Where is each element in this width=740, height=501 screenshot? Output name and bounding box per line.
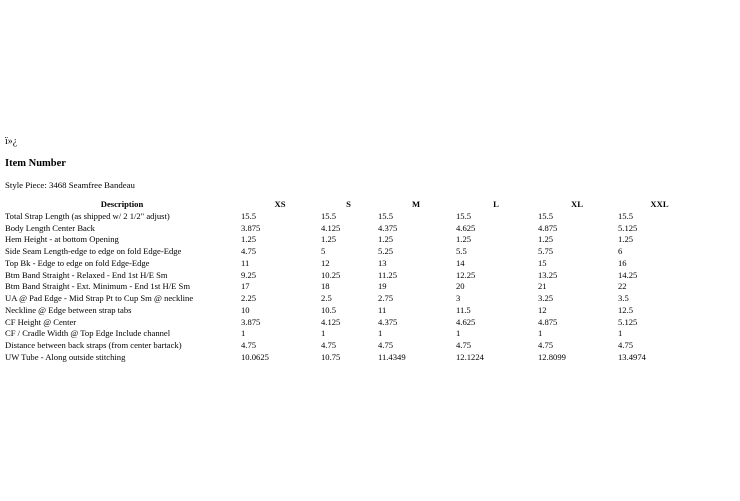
size-value-cell: 1.25	[618, 234, 634, 245]
size-value-cell: 1	[241, 328, 246, 339]
size-value-cell: 11.4349	[378, 351, 406, 362]
row-description-cell: UA @ Pad Edge - Mid Strap Pt to Cup Sm @ neckline	[5, 293, 194, 303]
table-body	[4, 211, 702, 364]
size-value-cell: 9.25	[241, 269, 257, 280]
size-value-cell: 4.125	[321, 222, 341, 233]
size-value-cell: 11	[378, 304, 387, 315]
size-value-cell: 1.25	[538, 234, 554, 245]
table-row	[4, 211, 702, 223]
size-value-cell: 1	[538, 328, 543, 339]
size-value-cell: 1	[618, 328, 623, 339]
size-value-cell: 14	[456, 257, 465, 268]
size-value-cell: 6	[618, 246, 623, 256]
size-value-cell: 15.5	[378, 210, 394, 221]
size-value-cell: 21	[538, 281, 547, 292]
size-value-cell: 10.0625	[241, 351, 269, 362]
size-value-cell: 5	[321, 246, 326, 256]
size-value-cell: 5.25	[378, 246, 394, 256]
size-value-cell: 22	[618, 281, 627, 292]
size-value-cell: 1.25	[241, 234, 257, 245]
size-value-cell: 14.25	[618, 269, 638, 280]
size-value-cell: 1.25	[378, 234, 394, 245]
table-row	[4, 352, 702, 364]
size-value-cell: 2.75	[378, 293, 394, 303]
row-description-cell: Btm Band Straight - Relaxed - End 1st H/E Sm	[5, 269, 168, 280]
size-value-cell: 15.5	[538, 210, 554, 221]
size-value-cell: 15.5	[618, 210, 634, 221]
column-header-xl: XL	[571, 199, 583, 209]
column-header-l: L	[493, 199, 499, 209]
column-header-xs: XS	[274, 199, 286, 209]
size-value-cell: 15.5	[456, 210, 472, 221]
size-value-cell: 11	[241, 257, 250, 268]
size-value-cell: 3	[456, 293, 461, 303]
size-value-cell: 15.5	[241, 210, 257, 221]
column-header-xxl: XXL	[650, 199, 669, 209]
style-piece-label: Style Piece: 3468 Seamfree Bandeau	[5, 180, 135, 190]
column-header-m: M	[411, 199, 421, 209]
size-value-cell: 12.8099	[538, 351, 566, 362]
table-row	[4, 258, 702, 270]
size-value-cell: 4.375	[378, 316, 398, 327]
row-description-cell: Total Strap Length (as shipped w/ 2 1/2" adjust)	[5, 210, 170, 221]
size-value-cell: 17	[241, 281, 250, 292]
size-value-cell: 19	[378, 281, 387, 292]
row-description-cell: Top Bk - Edge to edge on fold Edge-Edge	[5, 257, 150, 268]
size-value-cell: 1.25	[456, 234, 472, 245]
size-value-cell: 4.375	[378, 222, 398, 233]
table-row	[4, 270, 702, 282]
size-value-cell: 5.125	[618, 222, 638, 233]
table-row	[4, 281, 702, 293]
size-value-cell: 3.5	[618, 293, 629, 303]
table-row	[4, 234, 702, 246]
size-value-cell: 18	[321, 281, 330, 292]
size-value-cell: 4.75	[321, 340, 337, 350]
size-value-cell: 4.75	[241, 246, 257, 256]
table-row	[4, 328, 702, 340]
size-value-cell: 4.625	[456, 316, 476, 327]
row-description-cell: UW Tube - Along outside stitching	[5, 351, 126, 362]
size-value-cell: 13	[378, 257, 387, 268]
size-value-cell: 4.75	[241, 340, 257, 350]
row-description-cell: Neckline @ Edge between strap tabs	[5, 304, 132, 315]
size-value-cell: 10	[241, 304, 250, 315]
row-description-cell: CF Height @ Center	[5, 316, 77, 327]
size-value-cell: 4.125	[321, 316, 341, 327]
size-value-cell: 1.25	[321, 234, 337, 245]
row-description-cell: Side Seam Length-edge to edge on fold Edge-Edge	[5, 246, 182, 256]
size-value-cell: 10.75	[321, 351, 341, 362]
size-value-cell: 11.5	[456, 304, 471, 315]
size-value-cell: 2.25	[241, 293, 257, 303]
table-row	[4, 340, 702, 352]
row-description-cell: Hem Height - at bottom Opening	[5, 234, 119, 245]
size-value-cell: 4.75	[618, 340, 634, 350]
size-value-cell: 5.75	[538, 246, 554, 256]
size-value-cell: 10.5	[321, 304, 337, 315]
size-value-cell: 12	[321, 257, 330, 268]
size-value-cell: 1	[321, 328, 326, 339]
size-value-cell: 4.875	[538, 222, 558, 233]
size-value-cell: 13.25	[538, 269, 558, 280]
size-value-cell: 16	[618, 257, 627, 268]
table-header-row	[4, 199, 702, 211]
size-value-cell: 4.875	[538, 316, 558, 327]
item-number-heading: Item Number	[5, 158, 66, 169]
column-header-description: Description	[100, 199, 144, 209]
size-value-cell: 12.5	[618, 304, 634, 315]
size-value-cell: 3.875	[241, 316, 261, 327]
column-header-s: S	[346, 199, 351, 209]
table-row	[4, 317, 702, 329]
table-row	[4, 223, 702, 235]
table-row	[4, 293, 702, 305]
size-value-cell: 3.25	[538, 293, 554, 303]
spec-table	[4, 199, 702, 364]
size-value-cell: 20	[456, 281, 465, 292]
size-value-cell: 1	[456, 328, 461, 339]
table-row	[4, 305, 702, 317]
size-value-cell: 11.25	[378, 269, 398, 280]
size-value-cell: 4.75	[538, 340, 554, 350]
size-value-cell: 5.125	[618, 316, 638, 327]
size-value-cell: 4.75	[456, 340, 472, 350]
size-value-cell: 12.1224	[456, 351, 484, 362]
size-value-cell: 2.5	[321, 293, 332, 303]
size-value-cell: 1	[378, 328, 383, 339]
row-description-cell: Distance between back straps (from center bartack)	[5, 340, 182, 350]
size-value-cell: 10.25	[321, 269, 341, 280]
size-value-cell: 4.75	[378, 340, 394, 350]
size-value-cell: 15	[538, 257, 547, 268]
size-value-cell: 13.4974	[618, 351, 646, 362]
size-value-cell: 12	[538, 304, 547, 315]
size-value-cell: 3.875	[241, 222, 261, 233]
size-value-cell: 15.5	[321, 210, 337, 221]
table-row	[4, 246, 702, 258]
row-description-cell: Body Length Center Back	[5, 222, 95, 233]
row-description-cell: Btm Band Straight - Ext. Minimum - End 1st H/E Sm	[5, 281, 191, 292]
size-value-cell: 4.625	[456, 222, 476, 233]
size-value-cell: 5.5	[456, 246, 467, 256]
encoding-artifact-text: ï»¿	[5, 136, 18, 147]
size-value-cell: 12.25	[456, 269, 476, 280]
row-description-cell: CF / Cradle Width @ Top Edge Include channel	[5, 328, 171, 339]
